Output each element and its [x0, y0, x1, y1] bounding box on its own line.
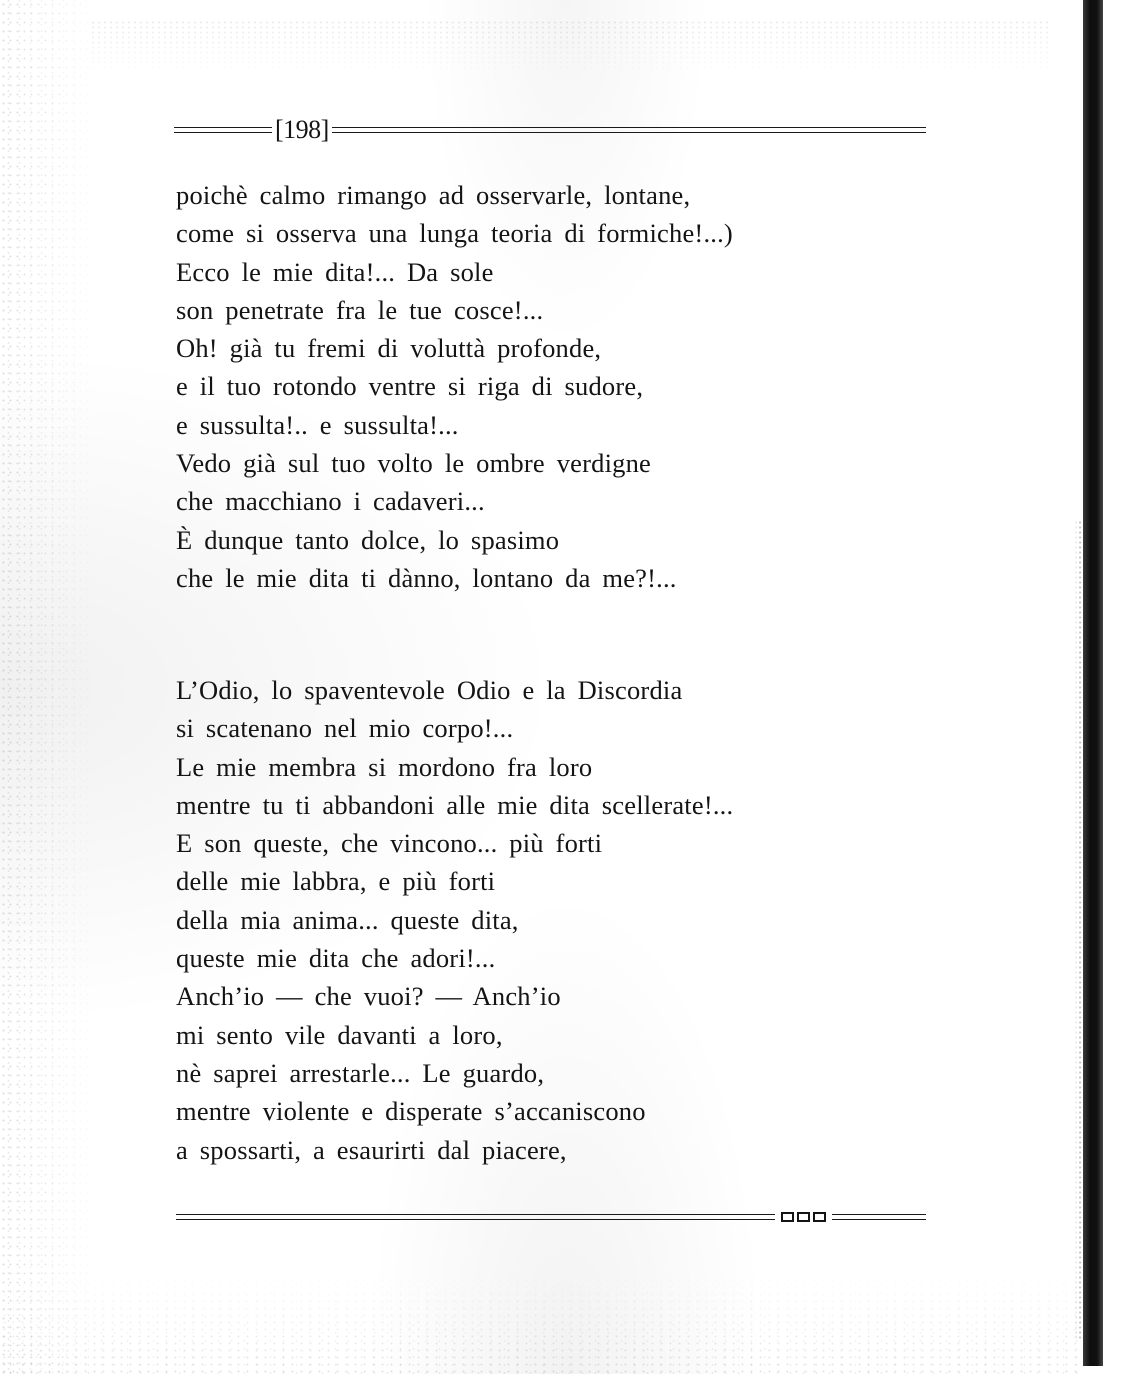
- poem-line: della mia anima... queste dita,: [176, 904, 519, 935]
- page-header: [174, 113, 926, 147]
- ornament-square: [813, 1212, 826, 1222]
- poem-line: si scatenano nel mio corpo!...: [176, 713, 514, 744]
- page-footer: [176, 1203, 926, 1231]
- poem-line: mentre tu ti abbandoni alle mie dita scellerate!...: [176, 789, 734, 820]
- poem-line: mentre violente e disperate s’accaniscono: [176, 1096, 646, 1127]
- stanza-2: [176, 671, 733, 1169]
- footer-rule-left: [176, 1214, 775, 1220]
- poem-line: Le mie membra si mordono fra loro: [176, 751, 593, 782]
- square-ornament-icon: [775, 1212, 832, 1222]
- poem-line: poichè calmo rimango ad osservarle, lontane,: [176, 180, 691, 210]
- poem-line: Vedo già sul tuo volto le ombre verdigne: [176, 448, 652, 479]
- stanza-1: [176, 176, 733, 597]
- ornament-square: [797, 1212, 810, 1222]
- poem-line: che macchiano i cadaveri...: [176, 486, 485, 517]
- scan-edge-left: [0, 0, 100, 1374]
- poem-line: delle mie labbra, e più forti: [176, 866, 496, 897]
- poem-line: a spossarti, a esaurirti dal piacere,: [176, 1134, 567, 1165]
- poem-line: È dunque tanto dolce, lo spasimo: [176, 524, 560, 555]
- poem-line: E son queste, che vincono... più forti: [176, 828, 603, 859]
- poem-line: mi sento vile davanti a loro,: [176, 1019, 503, 1050]
- poem-line: son penetrate fra le tue cosce!...: [176, 294, 544, 325]
- scan-edge-bottom: [0, 1270, 1080, 1374]
- poem-line: Anch’io — che vuoi? — Anch’io: [176, 981, 561, 1012]
- poem-line: Ecco le mie dita!... Da sole: [176, 256, 494, 287]
- footer-rule-right: [832, 1214, 926, 1220]
- scan-edge-top: [90, 20, 1050, 80]
- header-rule-left: [174, 127, 272, 133]
- ornament-square: [781, 1212, 794, 1222]
- page-number: [198]: [275, 115, 329, 144]
- poem-line: e il tuo rotondo ventre si riga di sudore,: [176, 371, 644, 402]
- poem-line: e sussulta!.. e sussulta!...: [176, 409, 459, 440]
- poem-line: L’Odio, lo spaventevole Odio e la Discordia: [176, 675, 683, 705]
- poem-line: come si osserva una lunga teoria di formiche!...): [176, 218, 733, 249]
- poem-line: queste mie dita che adori!...: [176, 943, 496, 974]
- poem-line: Oh! già tu fremi di voluttà profonde,: [176, 333, 602, 364]
- poem-line: nè saprei arrestarle... Le guardo,: [176, 1057, 545, 1088]
- poem-line: che le mie dita ti dànno, lontano da me?!...: [176, 562, 677, 593]
- header-rule-right: [332, 127, 926, 133]
- book-spine-shadow: [1083, 0, 1103, 1366]
